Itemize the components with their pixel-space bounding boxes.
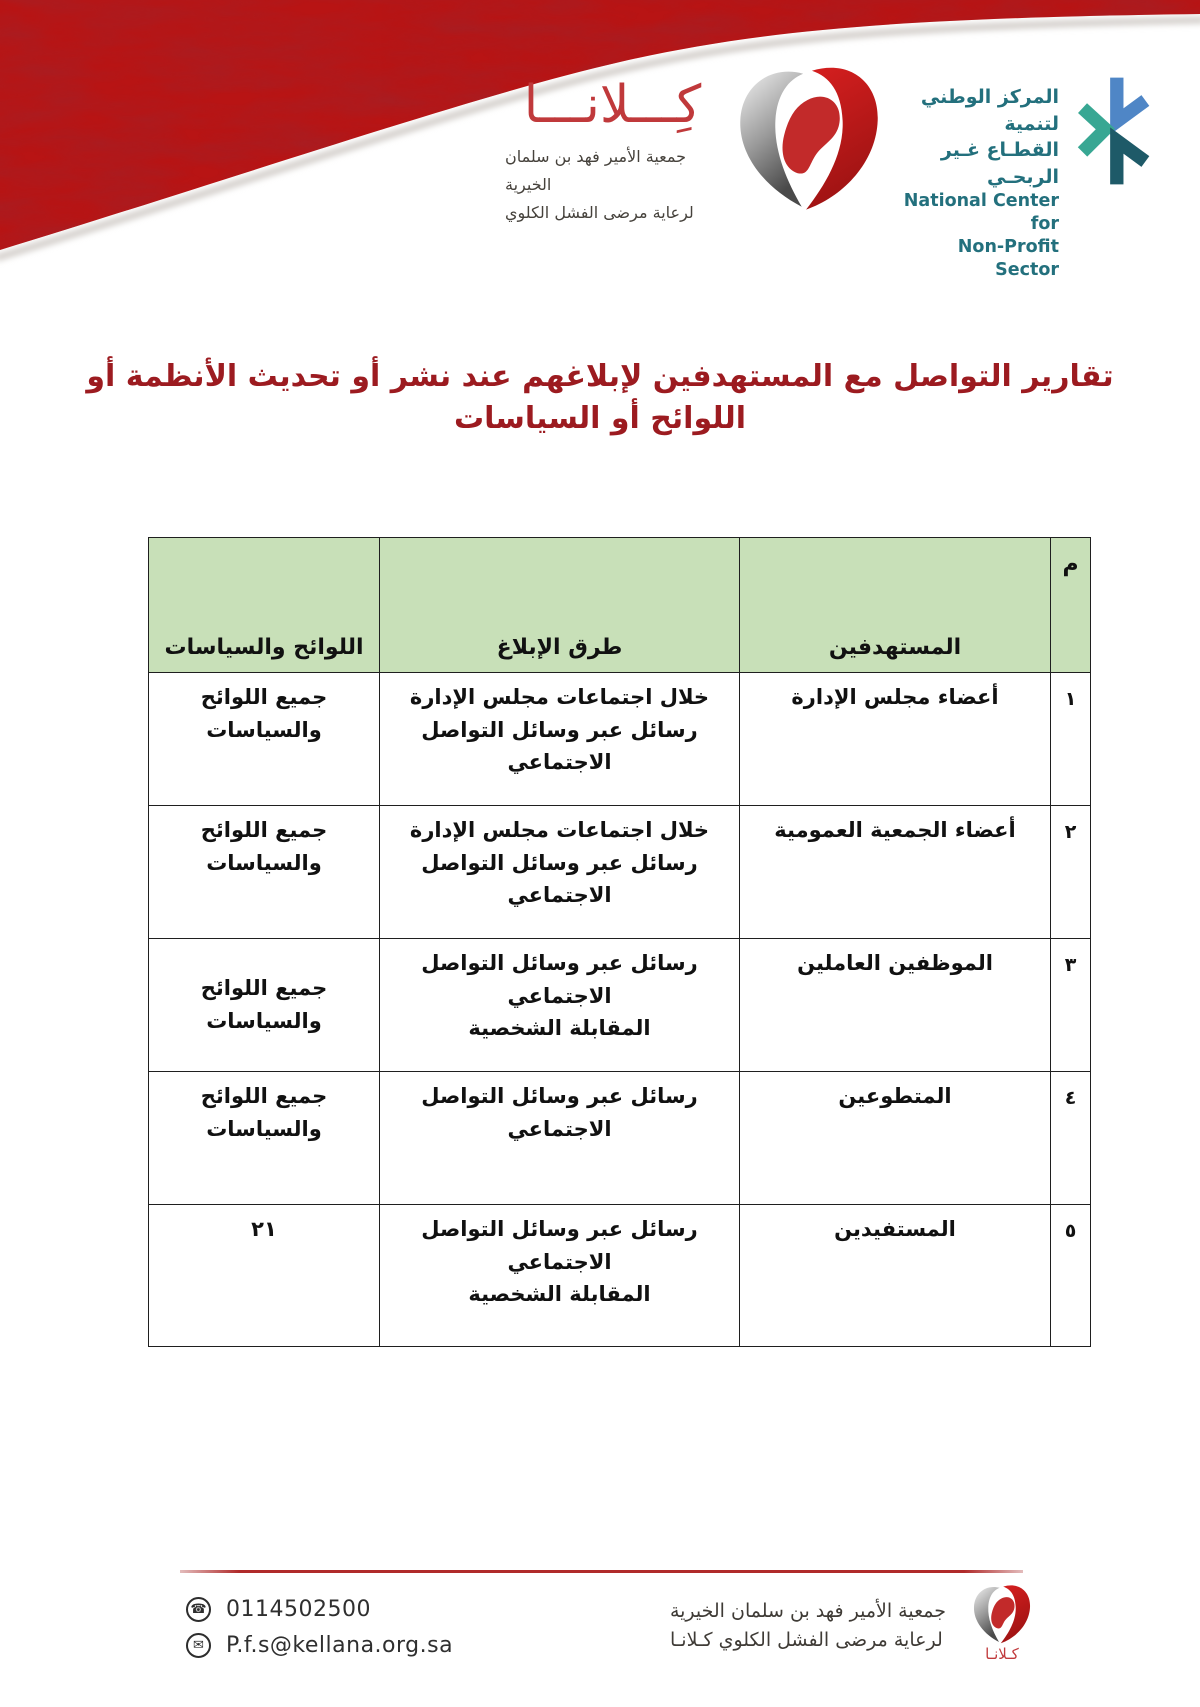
ncnp-arabic-line-1: المركز الوطني لتنمية — [920, 86, 1059, 135]
col-header-target: المستهدفين — [740, 538, 1051, 673]
cell-policies: جميع اللوائح والسياسات — [149, 673, 380, 806]
cell-methods: رسائل عبر وسائل التواصل الاجتماعي المقابلة الشخصية — [380, 1205, 740, 1347]
kellana-wordmark: كِـــلانـــا — [523, 75, 702, 135]
cell-num: ٣ — [1051, 939, 1091, 1072]
table-row — [149, 1072, 1091, 1205]
ncnp-green-arrow — [1083, 108, 1106, 152]
footer-logo — [956, 1583, 1048, 1663]
footer-heart-bean-shape — [991, 1597, 1014, 1628]
phone-row — [186, 1597, 453, 1622]
cell-num: ٢ — [1051, 806, 1091, 939]
cell-policies: ٢١ — [149, 1205, 380, 1347]
table-header-row — [149, 538, 1091, 673]
cell-num: ٥ — [1051, 1205, 1091, 1347]
cell-methods: خلال اجتماعات مجلس الإدارة رسائل عبر وسائل التواصل الاجتماعي — [380, 806, 740, 939]
phone-number: 0114502500 — [226, 1597, 371, 1622]
heart-bean-shape — [783, 97, 840, 174]
table-row — [149, 673, 1091, 806]
cell-policies: جميع اللوائح والسياسات — [149, 1072, 380, 1205]
cell-target: المستفيدين — [740, 1205, 1051, 1347]
kellana-subtitles — [505, 143, 720, 227]
ncnp-dark-arrow — [1117, 141, 1146, 185]
footer-heart-icon — [963, 1583, 1041, 1645]
cell-target: المتطوعين — [740, 1072, 1051, 1205]
cell-target: أعضاء مجلس الإدارة — [740, 673, 1051, 806]
email-address: P.f.s@kellana.org.sa — [226, 1633, 454, 1658]
table-row — [149, 806, 1091, 939]
header-logos — [505, 58, 1153, 281]
cell-num: ١ — [1051, 673, 1091, 806]
phone-icon: ☎ — [186, 1597, 211, 1622]
ncnp-english-line-1: National Center for — [903, 191, 1059, 235]
footer-org-line-2: لرعاية مرضى الفشل الكلوي كـلانـا — [669, 1628, 943, 1651]
ncnp-english-line-2: Non-Profit Sector — [957, 236, 1059, 280]
kellana-subtitle-1: جمعية الأمير فهد بن سلمان الخيرية — [505, 146, 687, 194]
kellana-logo — [505, 75, 720, 227]
ncnp-blue-arrow — [1117, 78, 1146, 122]
footer-contact — [186, 1597, 453, 1669]
table-row — [149, 1205, 1091, 1347]
cell-target: الموظفين العاملين — [740, 939, 1051, 1072]
cell-policies: جميع اللوائح والسياسات — [149, 806, 380, 939]
footer-org-line-1: جمعية الأمير فهد بن سلمان الخيرية — [669, 1600, 946, 1622]
ncnp-logo-text — [898, 84, 1059, 281]
cell-methods: رسائل عبر وسائل التواصل الاجتماعي — [380, 1072, 740, 1205]
ncnp-arabic-line-2: القطـاع غـير الربحـي — [940, 139, 1059, 188]
kellana-heart-icon — [734, 62, 884, 214]
report-table — [148, 537, 1091, 1347]
cell-num: ٤ — [1051, 1072, 1091, 1205]
page-title: تقارير التواصل مع المستهدفين لإبلاغهم عند نشر أو تحديث الأنظمة أو اللوائح أو السياسات — [86, 359, 1114, 436]
col-header-methods: طرق الإبلاغ — [380, 538, 740, 673]
cell-policies: جميع اللوائح والسياسات — [149, 939, 380, 1072]
footer-divider-line — [180, 1570, 1023, 1573]
footer-org — [670, 1583, 1048, 1663]
email-row — [186, 1633, 453, 1658]
cell-methods: رسائل عبر وسائل التواصل الاجتماعي المقابلة الشخصية — [380, 939, 740, 1072]
cell-methods: خلال اجتماعات مجلس الإدارة رسائل عبر وسائل التواصل الاجتماعي — [380, 673, 740, 806]
footer-org-text — [670, 1597, 946, 1654]
table-row — [149, 939, 1091, 1072]
kellana-subtitle-2: لرعاية مرضى الفشل الكلوي — [505, 202, 694, 222]
ncnp-logo-icon — [1073, 70, 1153, 192]
col-header-policies: اللوائح والسياسات — [149, 538, 380, 673]
email-icon: ✉ — [186, 1633, 211, 1658]
cell-target: أعضاء الجمعية العمومية — [740, 806, 1051, 939]
footer-logo-word: كـلانـا — [985, 1645, 1019, 1663]
col-header-num: م — [1051, 538, 1091, 673]
